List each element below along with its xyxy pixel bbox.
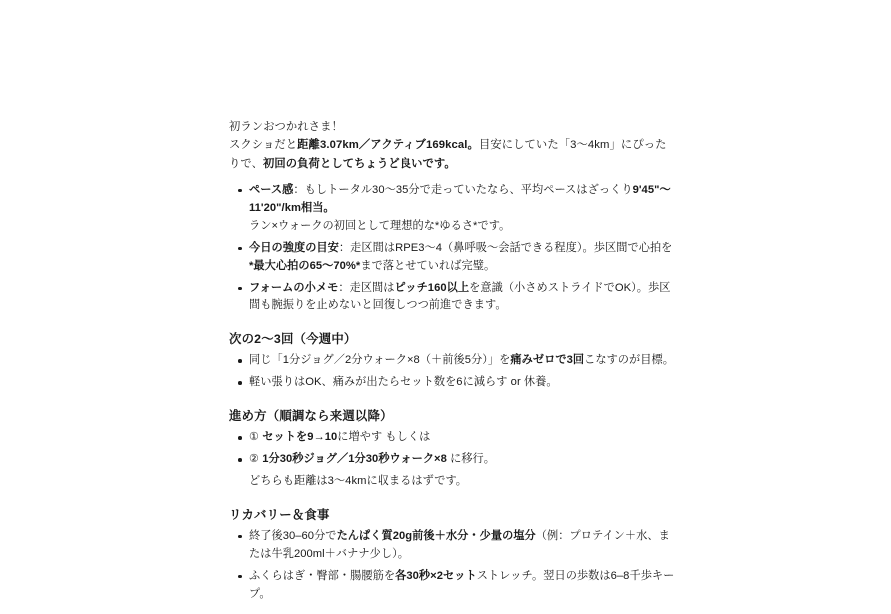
section-list-next-sessions bbox=[229, 352, 675, 392]
list-item-text-pre: ① bbox=[249, 431, 263, 444]
list-item-text-pre: 終了後30–60分で bbox=[249, 529, 337, 542]
intro-paragraph bbox=[229, 118, 675, 173]
section-heading-recovery: リカバリー＆食事 bbox=[229, 507, 330, 522]
list-item-text-post: に移行。 bbox=[446, 453, 496, 466]
list-item-bold: 9'45"〜11'20"/km相当。 bbox=[249, 183, 671, 214]
list-item bbox=[249, 528, 675, 564]
intro-line-2-mid: 目安にしていた「3〜4km」にぴったりで、 bbox=[229, 139, 667, 170]
intro-line-1: 初ランおつかれさま！ bbox=[229, 121, 343, 133]
list-item-bold: 痛みゼロで3回 bbox=[510, 354, 585, 367]
section-list-progression bbox=[229, 429, 675, 491]
list-item bbox=[249, 182, 675, 236]
list-item-lead: フォームの小メモ bbox=[249, 281, 339, 294]
list-item-text-pre: ：走区間はRPE3〜4（鼻呼吸〜会話できる程度）。歩区間で心拍を bbox=[338, 241, 673, 254]
list-item-bold: たんぱく質20g前後＋水分・少量の塩分 bbox=[336, 529, 536, 542]
list-item-bold: *最大心拍の65〜70%* bbox=[249, 259, 361, 272]
section-heading-progression: 進め方（順調なら来週以降） bbox=[229, 409, 393, 424]
section-list-recovery bbox=[229, 528, 675, 604]
list-item bbox=[249, 374, 675, 392]
list-item bbox=[249, 280, 675, 316]
list-item bbox=[249, 352, 675, 370]
list-item-text-post: を意識（小さめストライドでOK）。歩区間も腕振りを止めないと回復しつつ前進できます。 bbox=[249, 281, 671, 312]
intro-line-2-pre: スクショだと bbox=[229, 139, 298, 152]
list-item-bold: セットを9→10 bbox=[262, 431, 338, 444]
list-item bbox=[249, 240, 675, 276]
list-item-text-post: ストレッチ。翌日の歩数は6–8千歩キープ。 bbox=[249, 569, 675, 600]
first-bullet-list bbox=[229, 182, 675, 315]
list-item-trailing-note bbox=[249, 473, 675, 491]
list-item-text-pre: ：もしトータル30〜35分で走っていたなら、平均ペースはざっくり bbox=[293, 183, 633, 196]
list-item-text-pre: ：走区間は bbox=[338, 281, 395, 294]
list-item-bold: 1分30秒ジョグ／1分30秒ウォーク×8 bbox=[262, 453, 447, 466]
list-item-text-post: まで落とせていれば完璧。 bbox=[360, 259, 496, 272]
list-item-text-pre: ② bbox=[249, 453, 263, 466]
intro-line-2-bold-2: 初回の負荷としてちょうど良いです。 bbox=[262, 157, 456, 170]
list-item-bold: 各30秒×2セット bbox=[395, 569, 477, 582]
section-heading-next-sessions: 次の2〜3回（今週中） bbox=[229, 332, 357, 347]
trailing-note-text: どちらも距離は3〜4kmに収まるはずです。 bbox=[249, 475, 468, 488]
list-item-text-pre: ふくらはぎ・臀部・腸腰筋を bbox=[249, 569, 396, 582]
list-item bbox=[249, 429, 675, 447]
list-item-text-post: に増やす もしくは bbox=[337, 431, 431, 444]
list-item-lead: 今日の強度の目安 bbox=[249, 241, 339, 254]
document-body bbox=[229, 118, 675, 614]
list-item bbox=[249, 451, 675, 469]
list-item-text-post: こなすのが目標。 bbox=[584, 354, 674, 367]
list-item-text-post: ラン×ウォークの初回として理想的な*ゆるさ*です。 bbox=[249, 219, 511, 232]
list-item-text-pre: 軽い張りはOK、痛みが出たらセット数を6に減らす or 休養。 bbox=[249, 376, 558, 389]
list-item bbox=[249, 568, 675, 604]
list-item-lead: ペース感 bbox=[249, 183, 294, 196]
list-item-text-pre: 同じ「1分ジョグ／2分ウォーク×8（＋前後5分）」を bbox=[249, 354, 511, 367]
intro-line-2-bold-1: 距離3.07km／アクティブ169kcal。 bbox=[297, 139, 479, 152]
list-item-text-post: （例：プロテイン＋水、または牛乳200ml＋バナナ少し）。 bbox=[249, 529, 670, 560]
list-item-bold: ピッチ160以上 bbox=[394, 281, 470, 294]
